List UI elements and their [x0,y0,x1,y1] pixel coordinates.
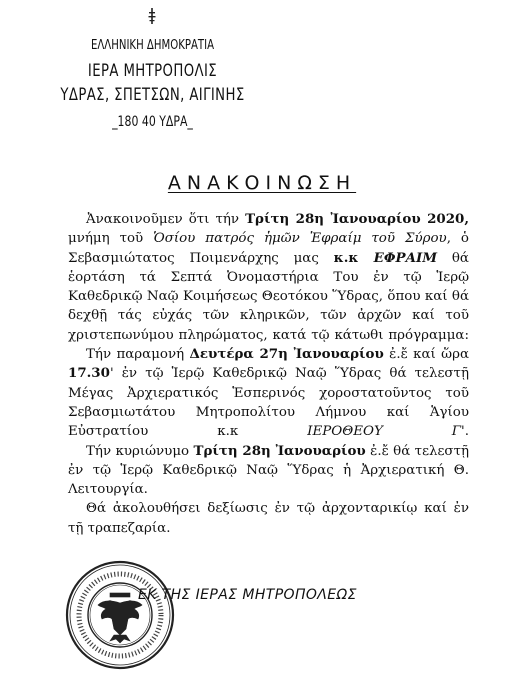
p1-bishop-name: ΕΦΡΑΙΜ [373,249,438,266]
p3-text-a: Τήν κυριώνυμο [86,443,194,459]
p2-metropolitan-name: ΙΕΡΟΘΕΟΥ Γ' [307,424,465,440]
paragraph-3 [68,442,469,500]
p1-text-a: Ἀνακοινοῦμεν ὅτι τήν [86,212,246,227]
p2-time: 17.30 [68,365,110,382]
paragraph-1 [68,210,469,345]
p3-date: Τρίτη 28η Ἰανουαρίου [193,442,366,459]
p1-text-c: μνήμη τοῦ [68,231,154,247]
p1-text-e: , ὁ Σεβασμιώτατος Ποιμενάρχης μας [68,231,469,266]
header-line-metropolis: ΙΕΡΑ ΜΗΤΡΟΠΟΛΙΣ [87,61,218,81]
double-headed-eagle-icon [98,593,142,643]
p2-date: Δευτέρα 27η Ἰανουαρίου [189,346,384,363]
p2-text-e: ' ἐν τῷ Ἱερῷ Καθεδρικῷ Ναῷ Ὕδρας θά τελεστῇ Μέγας Ἀρχιερατικός Ἑσπερινός χοροστατοῦντος τοῦ Σεβασμιωτάτου Μητροπολίτου Λήμνου καί Ἁγίου Εὐστρατίου κ.κ [68,366,469,440]
document-title: ΑΝΑΚΟΙΝΩΣΗ [167,172,357,194]
metropolis-seal-stamp [64,559,176,671]
p1-text-h: θά ἑορτάση τά Σεπτά Ὀνομαστήρια Του ἐν τῷ Ἱερῷ Καθεδρικῷ Ναῷ Κοιμήσεως Θεοτόκου Ὕδρας, ὅπου καί θά δεχθῇ τάς εὐχάς τῶν κληρικῶν, τῶν ἀρχῶν καί τοῦ χριστεπωνύμου πληρώματος, κατά τῷ κάτωθι πρόγραμμα: [68,250,469,343]
p2-text-c: ἐ.ἔ καί ὥρα [383,347,469,363]
header-line-republic: ΕΛΛΗΝΙΚΗ ΔΗΜΟΚΡΑΤΙΑ [90,38,215,53]
signature-line: ΕΚ ΤΗΣ ΙΕΡΑΣ ΜΗΤΡΟΠΟΛΕΩΣ [138,587,357,603]
paragraph-4: Θά ἀκολουθήσει δεξίωσις ἐν τῷ ἀρχονταρικίῳ καί ἐν τῇ τραπεζαρία. [68,501,469,536]
p3-text-c: ἐ.ἔ θά τελεστῇ ἐν τῷ Ἱερῷ Καθεδρικῷ Ναῷ Ὕδρας ἡ Ἀρχιερατική Θ. Λειτουργία. [68,443,469,498]
p1-saint-name: Ὁσίου πατρός ἡμῶν Ἐφραίμ τοῦ Σύρου [153,231,447,247]
p1-title-abbrev: κ.κ [333,249,374,266]
p2-text-g: . [464,424,469,440]
p2-text-a: Τήν παραμονή [86,347,190,363]
cross-icon [148,8,156,24]
header-line-islands: ΥΔΡΑΣ, ΣΠΕΤΣΩΝ, ΑΙΓΙΝΗΣ [60,85,245,105]
p1-date: Τρίτη 28η Ἰανουαρίου 2020, [245,211,469,227]
paragraph-2 [68,345,469,441]
announcement-body [68,210,469,538]
header-line-postcode: _180 40 ΥΔΡΑ_ [112,114,193,130]
